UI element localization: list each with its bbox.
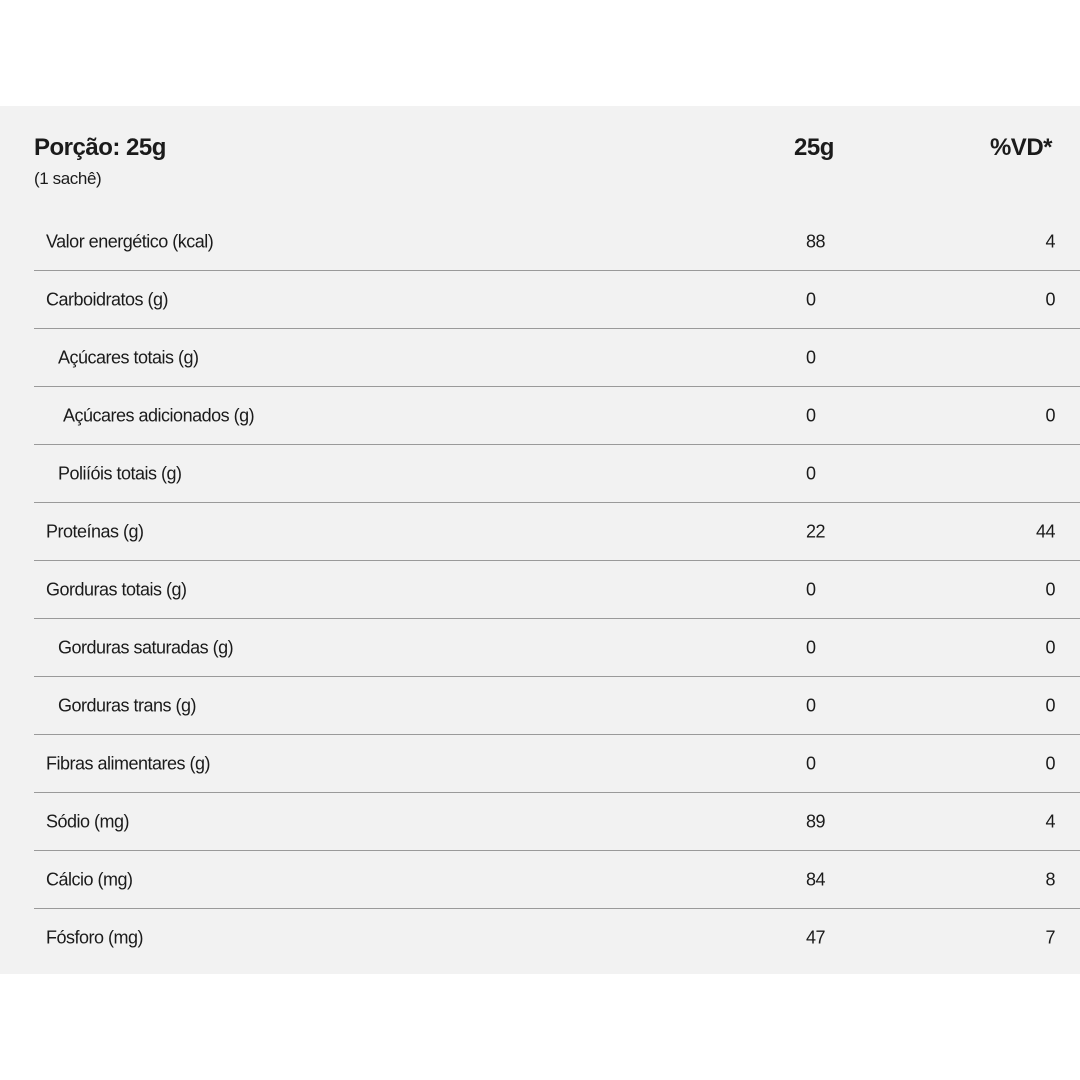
nutrient-table (34, 213, 1080, 967)
nutrient-label: Proteínas (g) (46, 521, 144, 541)
table-row (34, 561, 1080, 619)
table-row (34, 445, 1080, 503)
nutrient-label: Cálcio (mg) (46, 869, 133, 889)
table-row (34, 735, 1080, 793)
nutrient-daily-value: 0 (1045, 289, 1055, 309)
nutrient-daily-value: 0 (1045, 695, 1055, 715)
table-row (34, 387, 1080, 445)
table-row (34, 329, 1080, 387)
nutrient-quantity: 89 (806, 811, 826, 831)
nutrient-label: Fósforo (mg) (46, 927, 144, 948)
nutrient-quantity: 0 (806, 347, 816, 367)
table-row (34, 213, 1080, 271)
nutrient-quantity: 88 (806, 231, 826, 251)
nutrient-daily-value: 4 (1045, 811, 1055, 831)
portion-subtitle: (1 sachê) (34, 169, 102, 188)
nutrition-header (0, 106, 1080, 216)
daily-value-column-header: %VD* (989, 134, 1052, 161)
nutrient-label: Gorduras totais (g) (46, 579, 187, 599)
nutrient-label: Carboidratos (g) (46, 289, 169, 309)
nutrient-label: Valor energético (kcal) (46, 231, 214, 251)
table-row (34, 271, 1080, 329)
nutrient-quantity: 0 (806, 695, 816, 715)
table-row (34, 793, 1080, 851)
nutrient-quantity: 47 (806, 927, 826, 948)
nutrient-quantity: 84 (806, 869, 826, 889)
nutrient-daily-value: 0 (1045, 753, 1055, 773)
nutrient-quantity: 0 (806, 289, 816, 309)
nutrient-label: Gorduras trans (g) (58, 695, 197, 715)
nutrient-quantity: 0 (806, 753, 816, 773)
nutrient-label: Fibras alimentares (g) (46, 753, 211, 773)
nutrient-label: Poliíóis totais (g) (58, 463, 182, 483)
nutrient-label: Açúcares totais (g) (58, 347, 199, 367)
nutrient-quantity: 0 (806, 637, 816, 657)
nutrient-quantity: 0 (806, 579, 816, 599)
nutrient-label: Açúcares adicionados (g) (63, 405, 255, 425)
nutrient-quantity: 0 (806, 405, 816, 425)
nutrient-daily-value: 0 (1045, 637, 1055, 657)
nutrient-daily-value: 44 (1035, 521, 1055, 541)
nutrient-daily-value: 8 (1045, 869, 1055, 889)
table-row (34, 619, 1080, 677)
nutrient-quantity: 0 (806, 463, 816, 483)
nutrient-quantity: 22 (806, 521, 826, 541)
nutrient-daily-value: 4 (1045, 231, 1055, 251)
nutrition-facts-panel (0, 106, 1080, 974)
nutrient-label: Gorduras saturadas (g) (58, 637, 234, 657)
portion-title: Porção: 25g (34, 134, 166, 161)
quantity-column-header: 25g (794, 134, 834, 161)
table-row (34, 909, 1080, 967)
nutrient-label: Sódio (mg) (46, 811, 130, 831)
table-row (34, 503, 1080, 561)
table-row (34, 677, 1080, 735)
nutrient-daily-value: 7 (1045, 927, 1055, 948)
nutrient-daily-value: 0 (1045, 405, 1055, 425)
table-row (34, 851, 1080, 909)
nutrient-daily-value: 0 (1045, 579, 1055, 599)
